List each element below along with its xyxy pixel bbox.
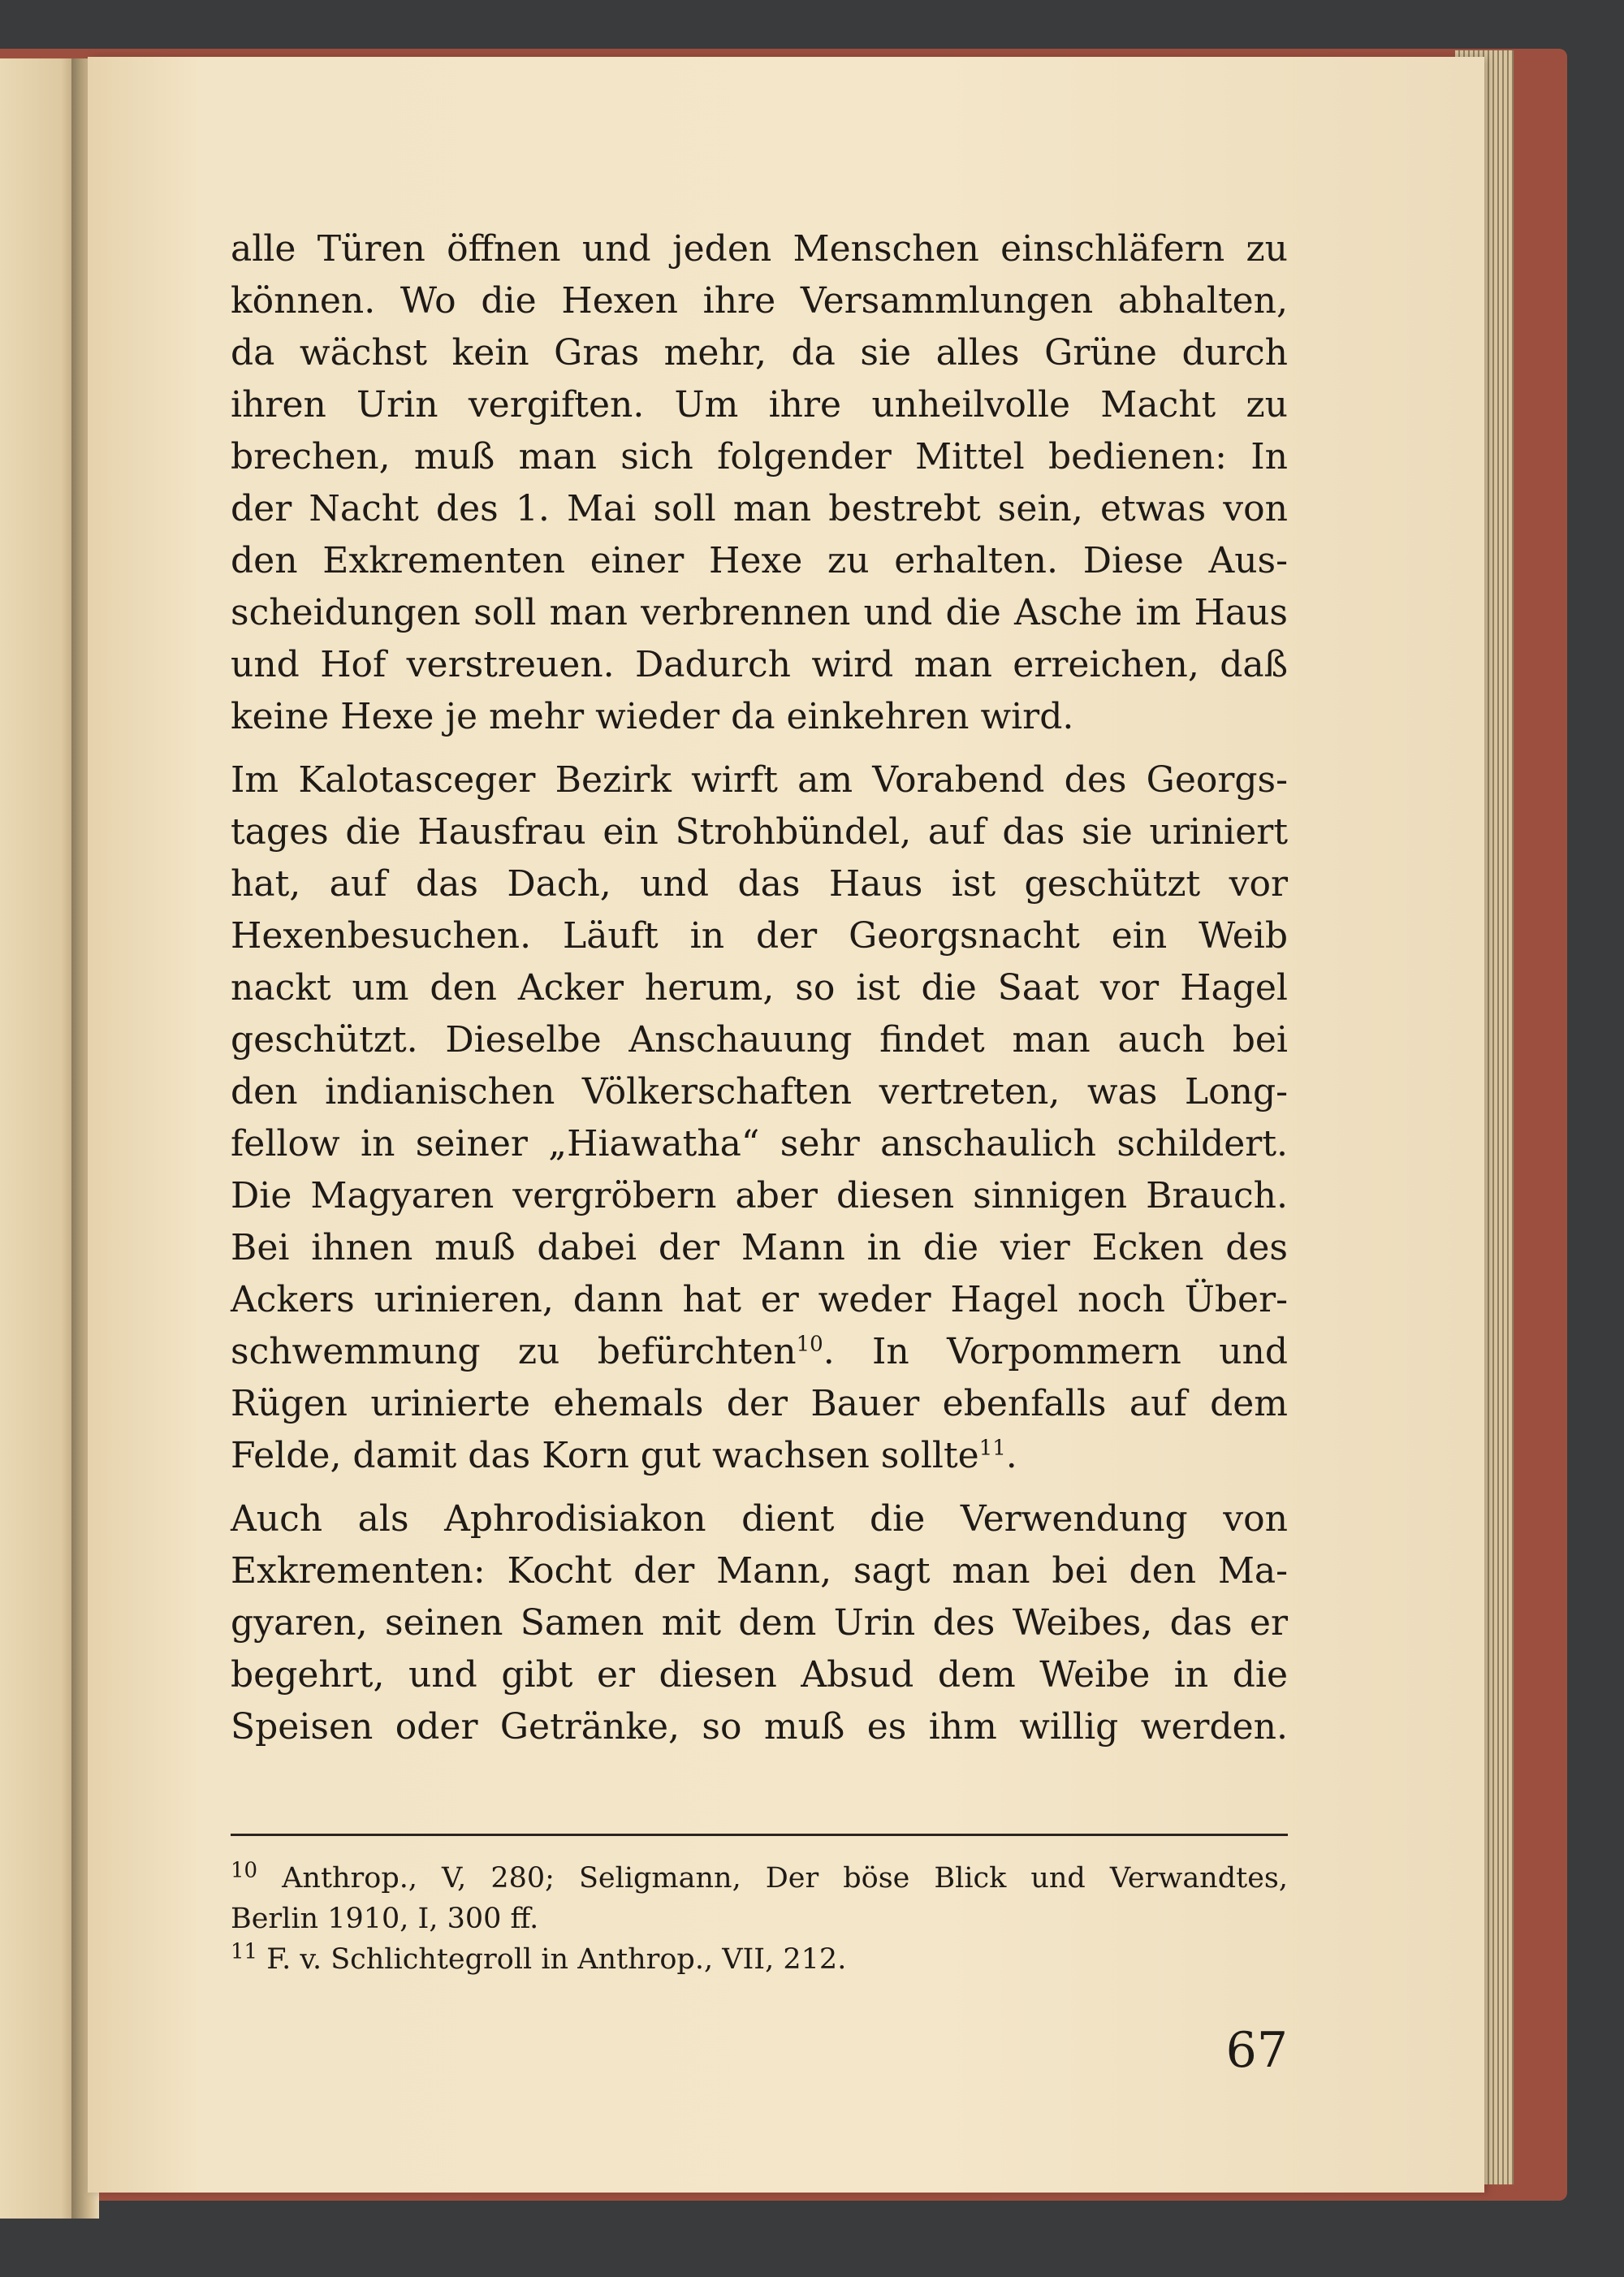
footnote-marker-11: 11 [978, 1436, 1006, 1461]
text-line: Rügen urinierte ehemals der Bauer ebenfalls auf dem [231, 1383, 1288, 1424]
text-line: Ackers urinieren, dann hat er weder Hagel noch Über- [231, 1279, 1288, 1320]
book-page [88, 57, 1484, 2193]
footnote-marker-10: 10 [796, 1332, 823, 1357]
footnote-text: Anthrop., V, 280; Seligmann, Der böse Blick und Verwandtes, [282, 1862, 1288, 1895]
text-line: brechen, muß man sich folgender Mittel bedienen: In [231, 436, 1288, 477]
text-line: keine Hexe je mehr wieder da einkehren wird. [231, 696, 1074, 737]
text-line: begehrt, und gibt er diesen Absud dem Weibe in die [231, 1654, 1288, 1696]
text-line: Auch als Aphrodisiakon dient die Verwendung von [231, 1498, 1288, 1540]
text-line-with-footnote [231, 1430, 1288, 1482]
text-segment: . [1005, 1435, 1017, 1476]
paragraph-1 [231, 223, 1288, 743]
text-line: und Hof verstreuen. Dadurch wird man erreichen, daß [231, 644, 1288, 685]
text-line: scheidungen soll man verbrennen und die Asche im Haus [231, 592, 1288, 633]
text-line: Bei ihnen muß dabei der Mann in die vier Ecken des [231, 1227, 1288, 1268]
text-line: geschützt. Dieselbe Anschauung findet man auch bei [231, 1019, 1288, 1061]
text-line: können. Wo die Hexen ihre Versammlungen abhalten, [231, 280, 1288, 322]
text-line: Die Magyaren vergröbern aber diesen sinnigen Brauch. [231, 1175, 1288, 1216]
text-line: hat, auf das Dach, und das Haus ist geschützt vor [231, 863, 1288, 905]
text-line: ihren Urin vergiften. Um ihre unheilvolle Macht zu [231, 384, 1288, 426]
text-line: nackt um den Acker herum, so ist die Saat vor Hagel [231, 967, 1288, 1009]
text-line: Im Kalotasceger Bezirk wirft am Vorabend des Georgs- [231, 759, 1288, 801]
text-line: Speisen oder Getränke, so muß es ihm willig werden. [231, 1706, 1288, 1748]
text-line: Hexenbesuchen. Läuft in der Georgsnacht ein Weib [231, 915, 1288, 957]
text-line: der Nacht des 1. Mai soll man bestrebt sein, etwas von [231, 488, 1288, 529]
footnote-10-continued: Berlin 1910, I, 300 ff. [231, 1903, 539, 1935]
text-line: Exkrementen: Kocht der Mann, sagt man bei den Ma- [231, 1550, 1288, 1592]
footnote-divider [231, 1834, 1288, 1836]
text-line: fellow in seiner „Hiawatha“ sehr anschaulich schildert. [231, 1123, 1288, 1164]
paragraph-2 [231, 754, 1288, 1482]
page-number: 67 [1225, 2022, 1288, 2079]
text-line: tages die Hausfrau ein Strohbündel, auf das sie uriniert [231, 811, 1288, 853]
footnotes [231, 1858, 1288, 1980]
footnote-number: 11 [231, 1939, 258, 1964]
text-line-with-footnote [231, 1326, 1288, 1378]
footnote-11 [231, 1939, 1288, 1980]
footnote-text: F. v. Schlichtegroll in Anthrop., VII, 212. [266, 1943, 847, 1976]
footnote-number: 10 [231, 1858, 258, 1883]
paragraph-3 [231, 1493, 1288, 1753]
body-text [231, 223, 1288, 1765]
text-line: gyaren, seinen Samen mit dem Urin des Weibes, das er [231, 1602, 1288, 1644]
text-line: den indianischen Völkerschaften vertreten, was Long- [231, 1071, 1288, 1113]
footnote-10 [231, 1858, 1288, 1899]
left-page-edge [0, 58, 81, 2219]
text-segment: . In Vorpommern und [823, 1331, 1288, 1372]
text-line: alle Türen öffnen und jeden Menschen einschläfern zu [231, 228, 1288, 270]
text-segment: schwemmung zu befürchten [231, 1331, 797, 1372]
text-line: da wächst kein Gras mehr, da sie alles Grüne durch [231, 332, 1288, 374]
text-segment: Felde, damit das Korn gut wachsen sollte [231, 1435, 979, 1476]
text-line: den Exkrementen einer Hexe zu erhalten. Diese Aus- [231, 540, 1288, 581]
